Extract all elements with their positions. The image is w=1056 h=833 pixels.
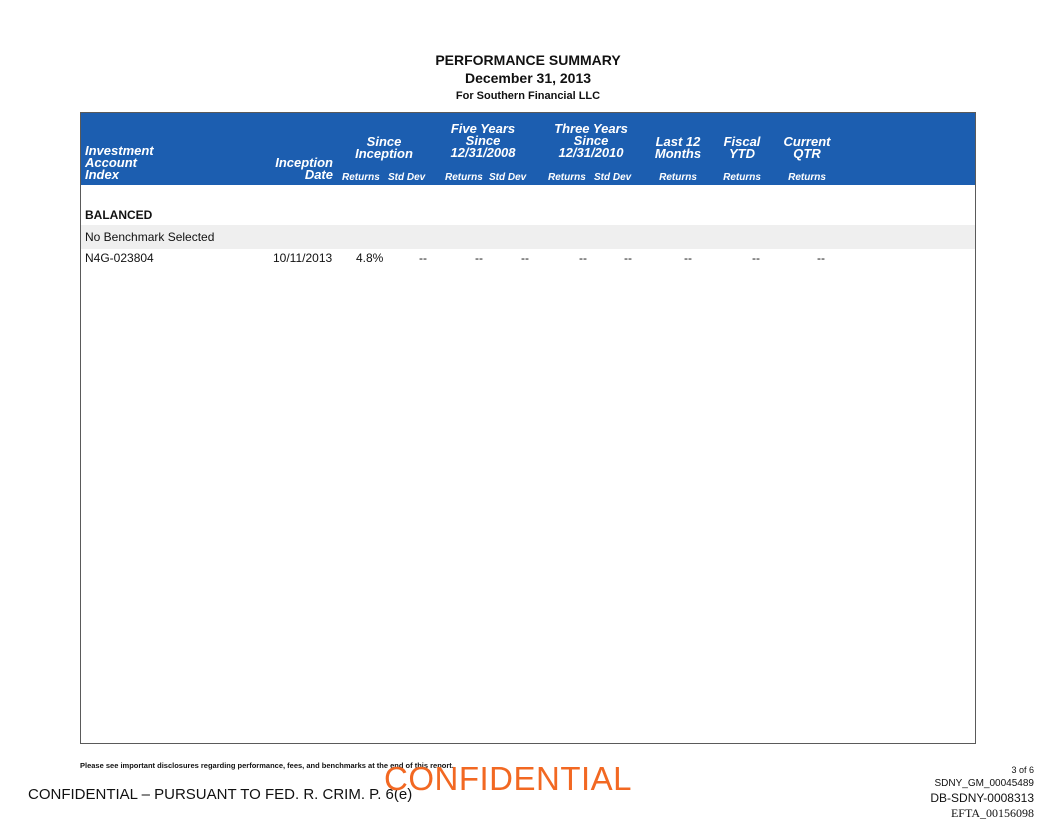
header-fiscal-returns: Returns bbox=[723, 172, 761, 183]
disclosure-note: Please see important disclosures regarding performance, fees, and benchmarks at the end of this report. bbox=[80, 761, 454, 770]
report-date: December 31, 2013 bbox=[464, 70, 592, 86]
si-stddev: -- bbox=[419, 251, 427, 265]
header-months: Months bbox=[654, 146, 702, 161]
performance-table bbox=[80, 112, 976, 744]
fiscal-value: -- bbox=[752, 251, 760, 265]
header-inception-group: Inception bbox=[355, 146, 413, 161]
header-last12: Last 12 bbox=[655, 134, 701, 149]
header-ty-stddev: Std Dev bbox=[594, 172, 632, 183]
header-ty-returns: Returns bbox=[548, 172, 586, 183]
header-fy-stddev: Std Dev bbox=[489, 172, 527, 183]
header-fy-returns: Returns bbox=[445, 172, 483, 183]
header-five-since: Since bbox=[465, 133, 501, 148]
report-title: PERFORMANCE SUMMARY bbox=[435, 52, 621, 68]
client-name: For Southern Financial LLC bbox=[455, 90, 601, 102]
header-current: Current bbox=[783, 134, 831, 149]
fy-stddev: -- bbox=[521, 251, 529, 265]
header-since: Since bbox=[366, 134, 402, 149]
table-row bbox=[81, 249, 975, 269]
section-row bbox=[81, 203, 975, 227]
header-three-years: Three Years bbox=[554, 121, 628, 136]
header-five-years: Five Years bbox=[450, 121, 516, 136]
last12-value: -- bbox=[684, 251, 692, 265]
table-header-band bbox=[81, 113, 975, 185]
header-si-returns: Returns bbox=[342, 172, 380, 183]
header-ytd: YTD bbox=[729, 146, 755, 161]
ty-returns: -- bbox=[579, 251, 587, 265]
ty-stddev: -- bbox=[624, 251, 632, 265]
header-fiscal: Fiscal bbox=[723, 134, 761, 149]
section-label: BALANCED bbox=[85, 208, 153, 222]
page-number: 3 of 6 bbox=[1011, 765, 1034, 775]
header-three-since: Since bbox=[573, 133, 609, 148]
current-value: -- bbox=[817, 251, 825, 265]
header-inception: Inception bbox=[275, 155, 333, 170]
header-index: Index bbox=[85, 167, 119, 182]
header-account: Account bbox=[85, 155, 137, 170]
benchmark-label: No Benchmark Selected bbox=[85, 230, 215, 244]
header-last12-returns: Returns bbox=[659, 172, 697, 183]
header-qtr: QTR bbox=[793, 146, 821, 161]
header-five-date: 12/31/2008 bbox=[450, 145, 516, 160]
confidential-line: CONFIDENTIAL – PURSUANT TO FED. R. CRIM. P. 6(e) bbox=[28, 786, 413, 803]
si-returns: 4.8% bbox=[356, 251, 384, 265]
confidential-stamp: CONFIDENTIAL bbox=[384, 760, 633, 797]
fy-returns: -- bbox=[475, 251, 483, 265]
bates-db-sdny: DB-SDNY-0008313 bbox=[930, 791, 1034, 805]
header-si-stddev: Std Dev bbox=[388, 172, 426, 183]
bates-sdny-gm: SDNY_GM_00045489 bbox=[934, 778, 1034, 789]
inception-date: 10/11/2013 bbox=[273, 251, 333, 265]
header-current-returns: Returns bbox=[788, 172, 826, 183]
bates-efta: EFTA_00156098 bbox=[950, 806, 1034, 820]
header-date: Date bbox=[304, 167, 333, 182]
header-investment: Investment bbox=[85, 143, 154, 158]
account-id: N4G-023804 bbox=[85, 251, 154, 265]
header-three-date: 12/31/2010 bbox=[558, 145, 624, 160]
benchmark-row bbox=[81, 225, 975, 249]
